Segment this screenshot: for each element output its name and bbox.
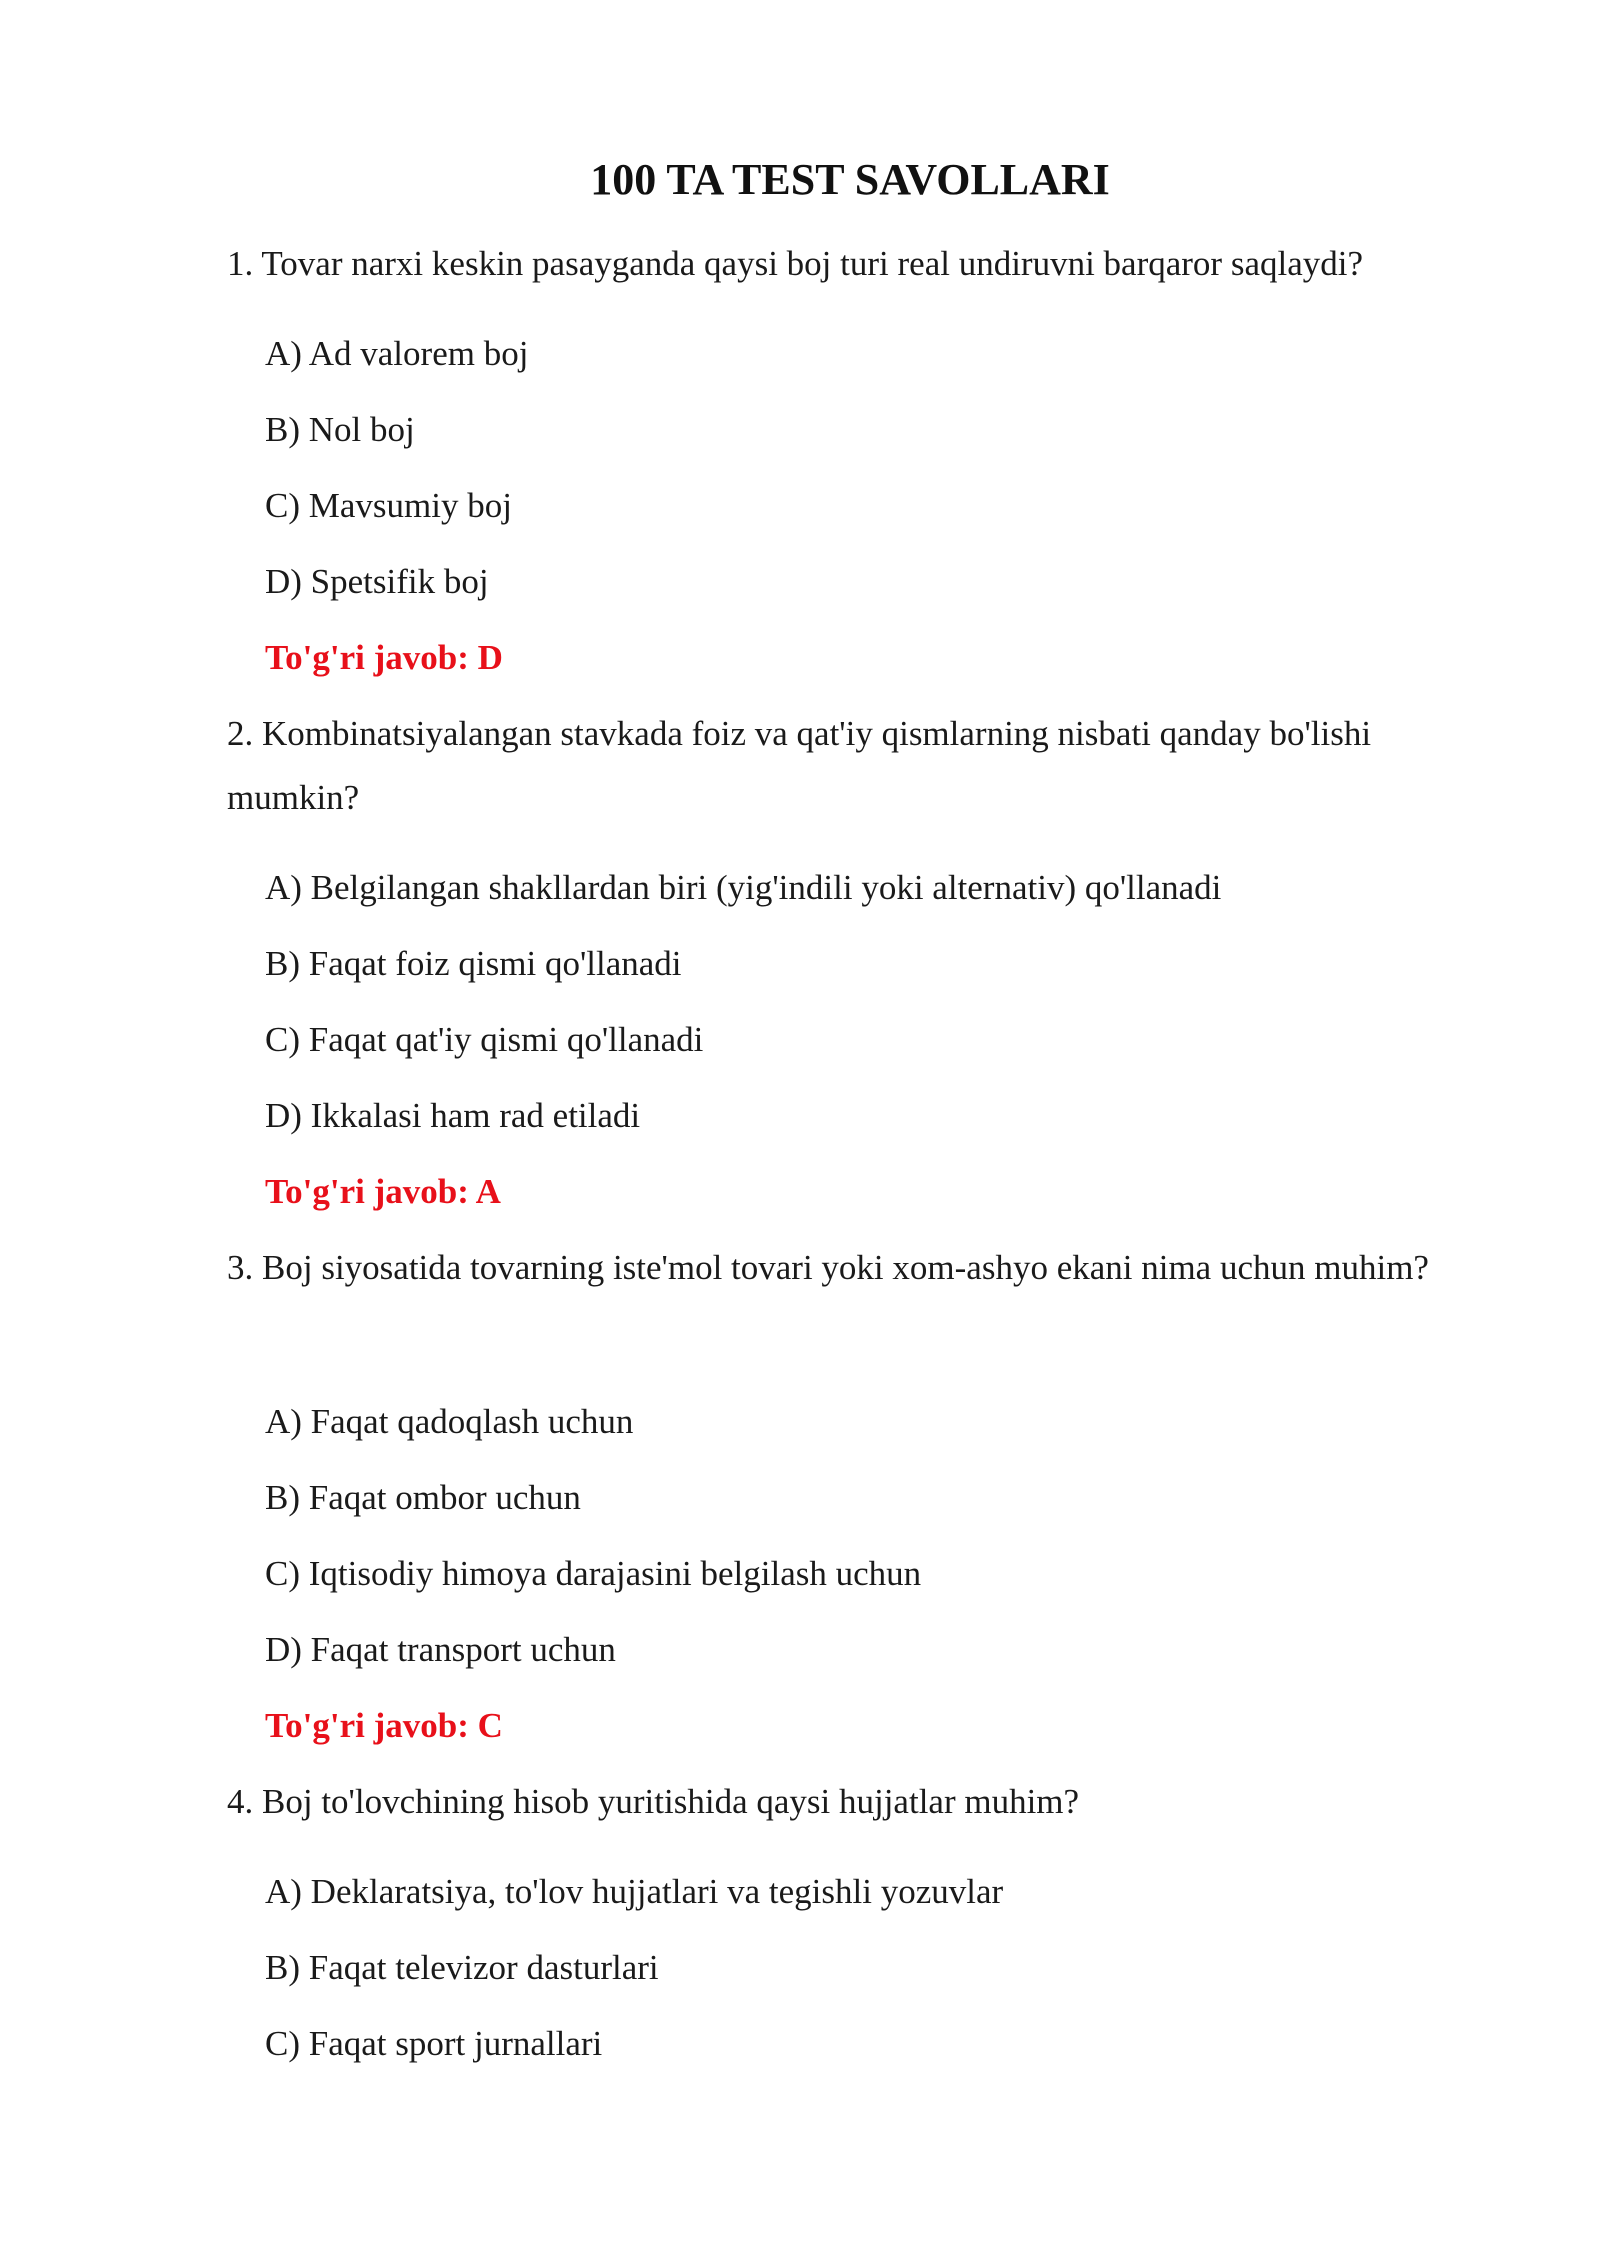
option-a: A) Faqat qadoqlash uchun bbox=[265, 1402, 634, 1441]
option-d: D) Spetsifik boj bbox=[265, 562, 489, 601]
document-title: 100 TA TEST SAVOLLARI bbox=[590, 155, 1110, 204]
question-text: 2. Kombinatsiyalangan stavkada foiz va qat'iy qismlarning nisbati qanday bo'lishi mumkin? bbox=[227, 714, 1372, 817]
option-c: C) Mavsumiy boj bbox=[265, 486, 512, 525]
option-c: C) Iqtisodiy himoya darajasini belgilash uchun bbox=[265, 1554, 922, 1593]
option-b: B) Faqat foiz qismi qo'llanadi bbox=[265, 944, 682, 983]
option-a: A) Deklaratsiya, to'lov hujjatlari va tegishli yozuvlar bbox=[265, 1872, 1004, 1911]
option-c: C) Faqat sport jurnallari bbox=[265, 2024, 603, 2063]
option-d: D) Ikkalasi ham rad etiladi bbox=[265, 1096, 641, 1135]
question-text: 1. Tovar narxi keskin pasayganda qaysi boj turi real undiruvni barqaror saqlaydi? bbox=[227, 244, 1364, 283]
option-a: A) Ad valorem boj bbox=[265, 334, 529, 373]
option-b: B) Faqat televizor dasturlari bbox=[265, 1948, 659, 1987]
option-c: C) Faqat qat'iy qismi qo'llanadi bbox=[265, 1020, 704, 1059]
correct-answer: To'g'ri javob: D bbox=[265, 638, 503, 677]
option-b: B) Nol boj bbox=[265, 410, 415, 449]
option-a: A) Belgilangan shakllardan biri (yig'indili yoki alternativ) qo'llanadi bbox=[265, 868, 1222, 907]
option-d: D) Faqat transport uchun bbox=[265, 1630, 616, 1669]
correct-answer: To'g'ri javob: C bbox=[265, 1706, 503, 1745]
question-text: 3. Boj siyosatida tovarning iste'mol tovari yoki xom-ashyo ekani nima uchun muhim? bbox=[227, 1248, 1429, 1287]
correct-answer: To'g'ri javob: A bbox=[265, 1172, 501, 1211]
question-text: 4. Boj to'lovchining hisob yuritishida qaysi hujjatlar muhim? bbox=[227, 1782, 1080, 1821]
option-b: B) Faqat ombor uchun bbox=[265, 1478, 581, 1517]
